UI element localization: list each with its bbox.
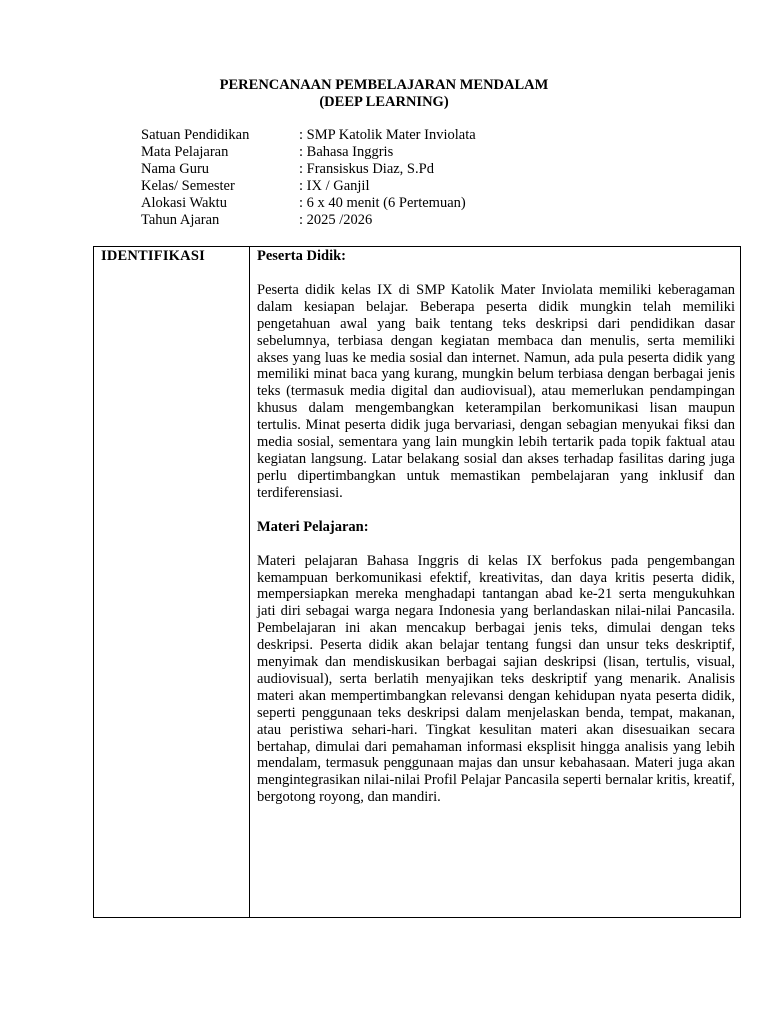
info-value: : IX / Ganjil xyxy=(299,178,370,194)
info-label: Alokasi Waktu xyxy=(141,195,227,211)
info-row-time-allocation xyxy=(141,195,476,212)
info-label: Mata Pelajaran xyxy=(141,144,229,160)
info-row-teacher xyxy=(141,161,476,178)
document-title: PERENCANAAN PEMBELAJARAN MENDALAM xyxy=(219,77,549,93)
identification-content xyxy=(257,248,735,806)
section-heading-students: Peserta Didik: xyxy=(257,248,346,264)
info-value: : SMP Katolik Mater Inviolata xyxy=(299,127,476,143)
column-divider xyxy=(249,247,250,917)
info-row-school xyxy=(141,127,476,144)
section-body-material: Materi pelajaran Bahasa Inggris di kelas IX berfokus pada pengembangan kemampuan berkomunikasi efektif, kreativitas, dan daya kritis peserta didik, mempersiapkan mereka menghadapi tantangan abad ke-21 serta mengukuhkan jati diri sebagai warga negara Indonesia yang berlandaskan nilai-nilai Pancasila. Pembelajaran ini akan mencakup berbagai jenis teks, dimulai dengan teks deskripsi. Peserta didik akan belajar tentang fungsi dan unsur teks deskriptif, menyimak dan mendiskusikan berbagai sajian deskripsi (lisan, tertulis, visual, audiovisual), serta berlatih menyajikan teks deskriptif yang menarik. Analisis materi akan mempertimbangkan relevansi dengan kehidupan nyata peserta didik, seperti penggunaan teks deskripsi dalam menjelaskan benda, tempat, makanan, atau peristiwa sehari-hari. Tingkat kesulitan materi akan disesuaikan secara bertahap, dimulai dari pemahaman informasi eksplisit hingga analisis yang lebih mendalam, termasuk penggunaan majas dan unsur kebahasaan. Materi juga akan mengintegrasikan nilai-nilai Profil Pelajar Pancasila seperti bernalar kritis, kreatif, bergotong royong, dan mandiri. xyxy=(257,552,735,806)
document-subtitle: (DEEP LEARNING) xyxy=(319,94,449,110)
identity-block xyxy=(141,127,476,229)
spacer xyxy=(257,265,735,282)
section-body-students: Peserta didik kelas IX di SMP Katolik Mater Inviolata memiliki keberagaman dalam kesiapan belajar. Beberapa peserta didik mungkin telah memiliki pengetahuan awal yang baik tentang teks deskripsi dari pendidikan dasar sebelumnya, terbiasa dengan kegiatan membaca dan menulis, serta memiliki akses yang luas ke media sosial dan internet. Namun, ada pula peserta didik yang memiliki minat baca yang kurang, mungkin belum terbiasa dengan berbagai jenis teks (termasuk media digital dan audiovisual), atau memerlukan pendampingan khusus dalam mengembangkan keterampilan berkomunikasi lisan maupun tertulis. Minat peserta didik juga bervariasi, dengan sebagian menyukai fiksi dan media sosial, sementara yang lain mungkin lebih tertarik pada topik faktual atau kegiatan langsung. Latar belakang sosial dan akses terhadap fasilitas daring juga perlu dipertimbangkan untuk memastikan pembelajaran yang inklusif dan terdiferensiasi. xyxy=(257,281,735,501)
info-value: : 2025 /2026 xyxy=(299,212,373,228)
info-label: Nama Guru xyxy=(141,161,210,177)
info-value: : Fransiskus Diaz, S.Pd xyxy=(299,161,434,177)
info-value: : 6 x 40 menit (6 Pertemuan) xyxy=(299,195,466,211)
info-row-subject xyxy=(141,144,476,161)
info-row-academic-year xyxy=(141,212,476,229)
section-heading-material: Materi Pelajaran: xyxy=(257,518,369,535)
spacer xyxy=(257,502,735,519)
identification-table xyxy=(93,246,741,918)
info-row-class-semester xyxy=(141,178,476,195)
info-label: Tahun Ajaran xyxy=(141,212,220,228)
info-label: Satuan Pendidikan xyxy=(141,127,250,143)
info-value: : Bahasa Inggris xyxy=(299,144,394,160)
info-label: Kelas/ Semester xyxy=(141,178,235,194)
spacer xyxy=(257,536,735,553)
identification-heading: IDENTIFIKASI xyxy=(101,248,205,264)
